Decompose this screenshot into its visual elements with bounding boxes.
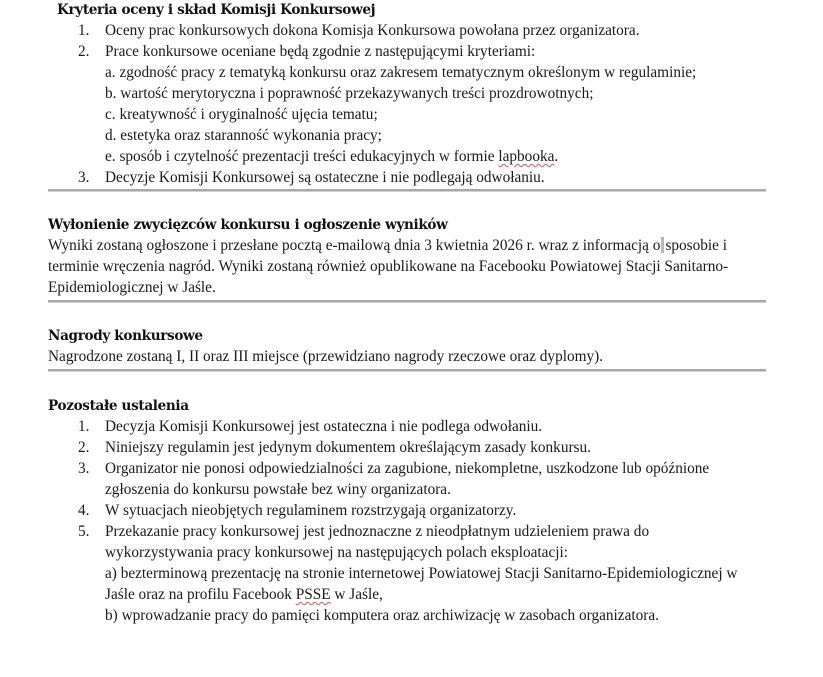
sub-item: d. estetyka oraz staranność wykonania pracy; [105, 127, 382, 144]
list-number: 2. [78, 439, 90, 456]
list-item [48, 437, 766, 458]
sub-item-text: e. sposób i czytelność prezentacji treści edukacyjnych w formie [105, 148, 499, 165]
list-item-text-part: Jaśle oraz na profilu Facebook [105, 586, 296, 603]
list-item-text-part: w Jaśle, [330, 586, 383, 603]
list-item-text [105, 584, 766, 605]
sub-item: a. zgodność pracy z tematyką konkursu oraz zakresem tematycznym określonym w regulaminie; [105, 64, 697, 81]
spellcheck-flagged-word[interactable]: lapbooka [498, 148, 555, 165]
list-number: 1. [78, 418, 90, 435]
section-heading: Wyłonienie zwycięzców konkursu i ogłoszenie wyników [48, 217, 448, 233]
list-number: 3. [78, 460, 90, 477]
section-heading: Pozostałe ustalenia [48, 398, 189, 414]
sub-item: b. wartość merytoryczna i poprawność przekazywanych treści prozdrowotnych; [105, 85, 594, 102]
section-other [48, 396, 766, 626]
list-item-text: Organizator nie ponosi odpowiedzialności za zagubione, niekompletne, uszkodzone lub opóźnione [105, 460, 710, 477]
list-number: 2. [78, 43, 90, 60]
paragraph-line: Nagrodzone zostaną I, II oraz III miejsce (przewidziano nagrody rzeczowe oraz dyplomy). [48, 348, 604, 365]
list-item-text: W sytuacjach nieobjętych regulaminem rozstrzygają organizatorzy. [105, 502, 517, 519]
list-item [48, 458, 766, 500]
criteria-list [48, 20, 766, 188]
list-item-text: wykorzystywania pracy konkursowej na następujących polach eksploatacji: [105, 544, 568, 561]
sub-item-text: . [554, 148, 559, 165]
list-item [48, 41, 766, 62]
horizontal-rule [48, 369, 766, 372]
list-item-text: b) wprowadzanie pracy do pamięci komputera oraz archiwizację w zasobach organizatora. [105, 607, 659, 624]
list-item-text: Prace konkursowe oceniane będą zgodnie z następującymi kryteriami: [105, 43, 536, 60]
paragraph-text: Wyniki zostaną ogłoszone i przesłane pocztą e-mailową dnia 3 kwietnia 2026 r. wraz z informacją o [48, 237, 661, 254]
text-cursor [661, 237, 664, 253]
list-item [48, 521, 766, 626]
paragraph-line: terminie wręczenia nagród. Wyniki zostaną również opublikowane na Facebooku Powiatowej Stacji Sanitarno- [48, 258, 729, 275]
list-item [48, 416, 766, 437]
paragraph-line: Epidemiologicznej w Jaśle. [48, 279, 216, 296]
paragraph-text: sposobie i [665, 237, 728, 254]
list-item-text: Decyzja Komisji Konkursowej jest ostateczna i nie podlega odwołaniu. [105, 418, 543, 435]
section-criteria [57, 0, 775, 20]
horizontal-rule [48, 189, 766, 192]
sub-item [48, 146, 766, 167]
list-number: 1. [78, 22, 90, 39]
spellcheck-flagged-word[interactable]: PSSE [295, 586, 331, 603]
list-number: 4. [78, 502, 90, 519]
section-results [48, 215, 766, 298]
sub-item: c. kreatywność i oryginalność ujęcia tematu; [105, 106, 378, 123]
list-number: 3. [78, 169, 90, 186]
list-item-text: Oceny prac konkursowych dokona Komisja Konkursowa powołana przez organizatora. [105, 22, 640, 39]
section-prizes [48, 326, 766, 367]
list-item-text: zgłoszenia do konkursu powstałe bez winy organizatora. [105, 481, 451, 498]
list-number: 5. [78, 523, 90, 540]
horizontal-rule [48, 300, 766, 303]
list-item [48, 20, 766, 41]
list-item-text: Niniejszy regulamin jest jedynym dokumentem określającym zasady konkursu. [105, 439, 591, 456]
paragraph-line [48, 235, 766, 256]
list-item-text: Decyzje Komisji Konkursowej są ostateczne i nie podlegają odwołaniu. [105, 169, 545, 186]
list-item [48, 500, 766, 521]
section-heading: Nagrody konkursowe [48, 328, 203, 344]
list-item-text: Przekazanie pracy konkursowej jest jednoznaczne z nieodpłatnym udzieleniem prawa do [105, 523, 650, 540]
list-item [48, 167, 766, 188]
list-item-text: a) bezterminową prezentację na stronie internetowej Powiatowej Stacji Sanitarno-Epidemiologicznej w [105, 565, 738, 582]
section-heading: Kryteria oceny i skład Komisji Konkursowej [57, 2, 376, 18]
